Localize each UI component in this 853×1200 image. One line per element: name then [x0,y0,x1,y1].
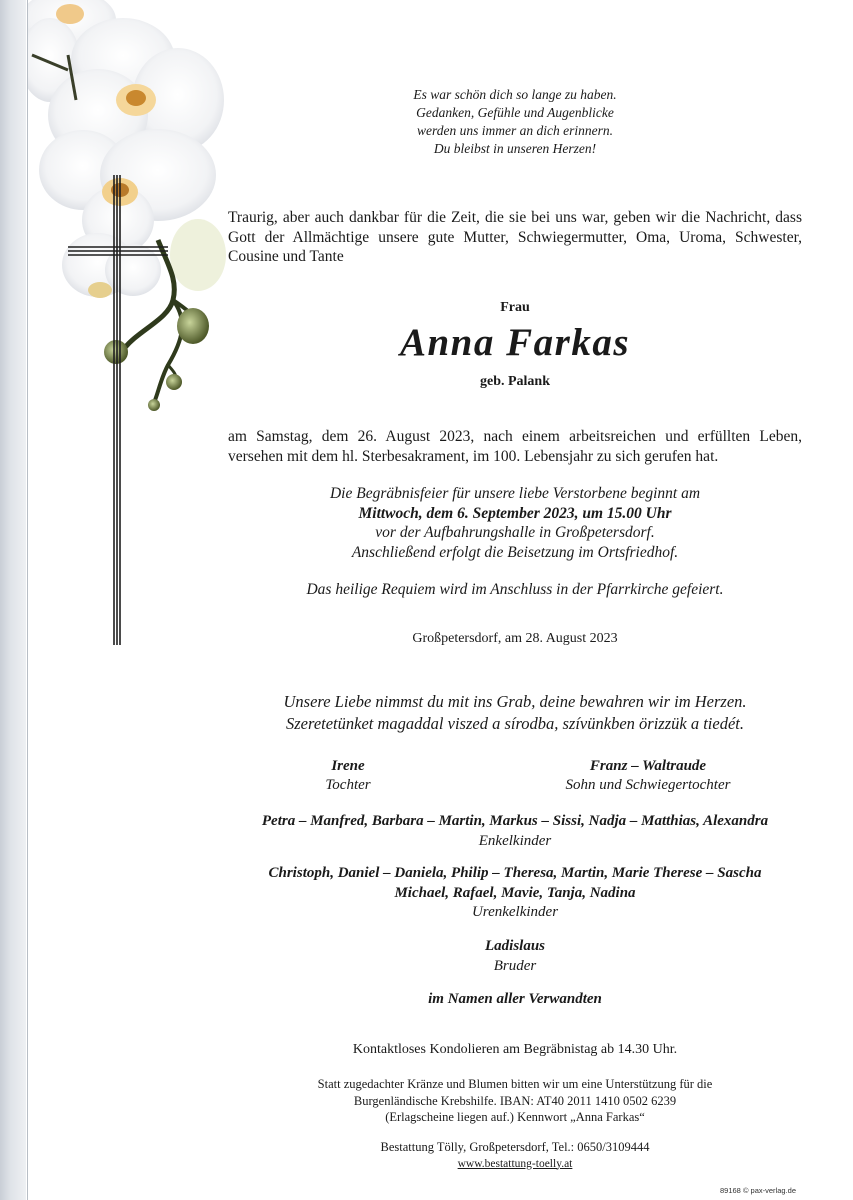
poem-line: Gedanken, Gefühle und Augenblicke [416,105,614,120]
donation-line: Statt zugedachter Kränze und Blumen bitten wir um eine Unterstützung für die [317,1077,713,1091]
family-sibling [228,937,802,976]
donation-line: (Erlagscheine liegen auf.) Kennwort „Anna Farkas“ [385,1110,645,1124]
mourner-name: Irene [331,758,365,774]
family-daughter [268,757,428,795]
orchid-icon [28,0,226,411]
requiem-note: Das heilige Requiem wird im Anschluss in der Pfarrkirche gefeiert. [306,581,724,598]
family-grandchildren [228,811,802,851]
all-relatives: im Namen aller Verwandten [428,991,602,1007]
funeral-home [228,1139,802,1172]
mourner-relation: Enkelkinder [478,833,552,849]
mourner-names: Christoph, Daniel – Daniela, Philip – Theresa, Martin, Marie Therese – Sascha [268,865,762,881]
salutation: Frau [500,300,530,315]
donation-note [228,1076,802,1126]
place-date: Großpetersdorf, am 28. August 2023 [412,631,618,646]
funeral-location: vor der Aufbahrungshalle in Großpetersdorf. [375,524,655,541]
mourner-name: Franz – Waltraude [589,758,707,774]
memorial-poem [300,86,730,158]
left-edge-strip [0,0,26,1200]
quote-line-german: Unsere Liebe nimmst du mit ins Grab, deine bewahren wir im Herzen. [283,692,747,711]
close-family [268,757,768,797]
mourner-name: Ladislaus [484,938,545,954]
funeral-date: Mittwoch, dem 6. September 2023, um 15.00 Uhr [358,504,672,522]
funeral-burial: Anschließend erfolgt die Beisetzung im Ortsfriedhof. [351,543,679,561]
poem-line: werden uns immer an dich erinnern. [417,123,613,138]
funeral-line: Die Begräbnisfeier für unsere liebe Verstorbene beginnt am [329,485,701,502]
funeral-home-contact: Bestattung Tölly, Großpetersdorf, Tel.: 0650/3109444 [380,1140,650,1154]
intro-text: Traurig, aber auch dankbar für die Zeit, die sie bei uns war, geben wir die Nachricht, dass Gott der Allmächtige unsere gute Mutter, Schwiegermutter, Oma, Uroma, Schwester, Cousine und Tante [228,209,802,265]
funeral-details [228,484,802,562]
quote-line-hungarian: Szeretetünket magaddal viszed a sírodba, szívünkben örizzük a tiedét. [286,714,744,733]
death-notice: am Samstag, dem 26. August 2023, nach einem arbeitsreichen und erfüllten Leben, versehen mit dem hl. Sterbesakrament, im 100. Lebensjahr zu sich gerufen hat. [228,428,802,465]
mourner-relation: Bruder [493,957,537,974]
mourner-names: Michael, Rafael, Mavie, Tanja, Nadina [394,884,636,901]
mourner-names: Petra – Manfred, Barbara – Martin, Markus – Sissi, Nadja – Matthias, Alexandra [261,813,769,829]
poem-line: Es war schön dich so lange zu haben. [413,87,617,102]
family-great-grandchildren [228,864,802,923]
deceased-name: Anna Farkas [399,321,630,364]
mourner-relation: Sohn und Schwiegertochter [565,777,731,793]
mourner-relation: Tochter [325,777,371,793]
print-code: 89168 © pax-verlag.de [720,1186,796,1195]
mourner-relation: Urenkelkinder [471,904,559,920]
donation-line: Burgenländische Krebshilfe. IBAN: AT40 2011 1410 0502 6239 [353,1093,677,1108]
funeral-home-link[interactable]: www.bestattung-toelly.at [457,1157,573,1170]
farewell-quote [228,691,802,735]
poem-line: Du bleibst in unseren Herzen! [433,141,597,156]
condolence-note: Kontaktloses Kondolieren am Begräbnistag ab 14.30 Uhr. [352,1042,678,1057]
family-son [528,757,768,795]
birth-name: geb. Palank [479,374,550,389]
